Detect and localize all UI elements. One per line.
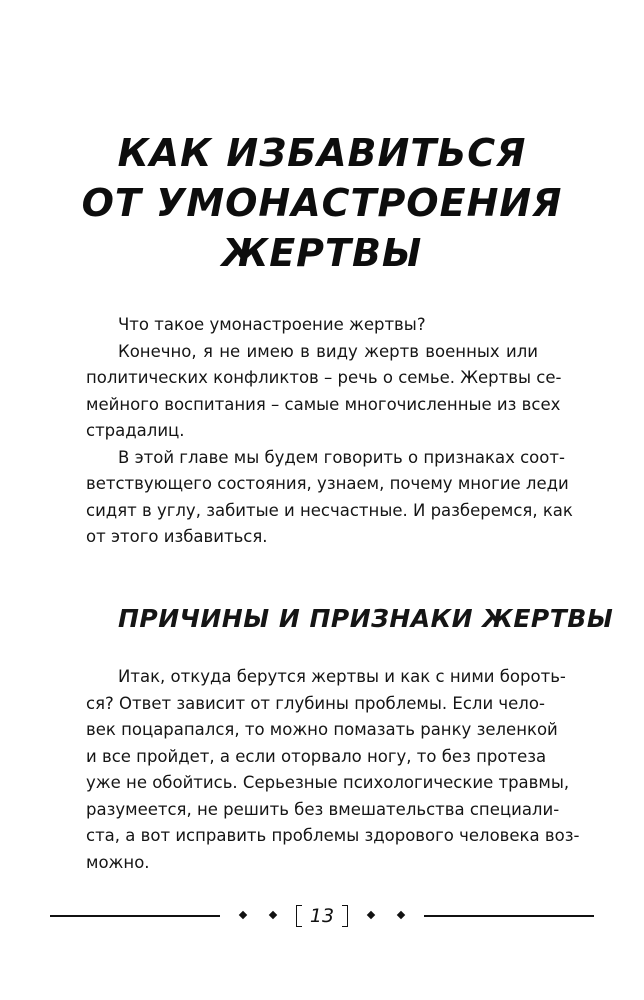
bracket-right-icon (342, 905, 348, 927)
text-line: уже не обойтись. Серьезные психологические травмы, (86, 773, 570, 792)
text-line: сидят в углу, забитые и несчастные. И разберемся, как (86, 500, 573, 520)
section-paragraph (86, 664, 580, 876)
page-number: 13 (309, 905, 335, 927)
text-line: ветствующего состояния, узнаем, почему многие леди (86, 474, 569, 493)
text-line: можно. (86, 852, 150, 872)
bracket-left-icon (296, 905, 302, 927)
text-line: разумеется, не решить без вмешательства специали- (86, 799, 560, 819)
page-number-box (296, 904, 348, 928)
text-line: ся? Ответ зависит от глубины проблемы. Если чело- (86, 693, 545, 713)
text-line: от этого избавиться. (86, 527, 268, 546)
text-line: политических конфликтов – речь о семье. Жертвы се- (86, 368, 562, 387)
footer-rule-left (50, 915, 220, 917)
diamond-icon (397, 911, 405, 919)
text-line: страдалиц. (86, 421, 185, 440)
chapter-title (60, 128, 584, 278)
text-line: В этой главе мы будем говорить о признаках соот- (118, 447, 565, 467)
text-line: мейного воспитания – самые многочисленные из всех (86, 394, 561, 414)
text-line: ста, а вот исправить проблемы здорового человека воз- (86, 826, 580, 845)
chapter-title-line: ОТ УМОНАСТРОЕНИЯ (81, 181, 563, 225)
chapter-title-line: ЖЕРТВЫ (221, 231, 423, 275)
text-line: и все пройдет, а если оторвало ногу, то без протеза (86, 746, 547, 766)
text-line: Что такое умонастроение жертвы? (118, 315, 426, 334)
intro-paragraphs (86, 312, 573, 551)
text-line: Конечно, я не имею в виду жертв военных или (118, 341, 538, 361)
chapter-title-line: КАК ИЗБАВИТЬСЯ (117, 131, 527, 175)
page-footer (50, 904, 594, 928)
text-line: век поцарапался, то можно помазать ранку зеленкой (86, 720, 558, 739)
footer-rule-right (424, 915, 594, 917)
diamond-icon (239, 911, 247, 919)
section-heading: ПРИЧИНЫ И ПРИЗНАКИ ЖЕРТВЫ (118, 604, 614, 633)
diamond-icon (367, 911, 375, 919)
diamond-icon (269, 911, 277, 919)
text-line: Итак, откуда берутся жертвы и как с ними бороть- (118, 667, 566, 686)
